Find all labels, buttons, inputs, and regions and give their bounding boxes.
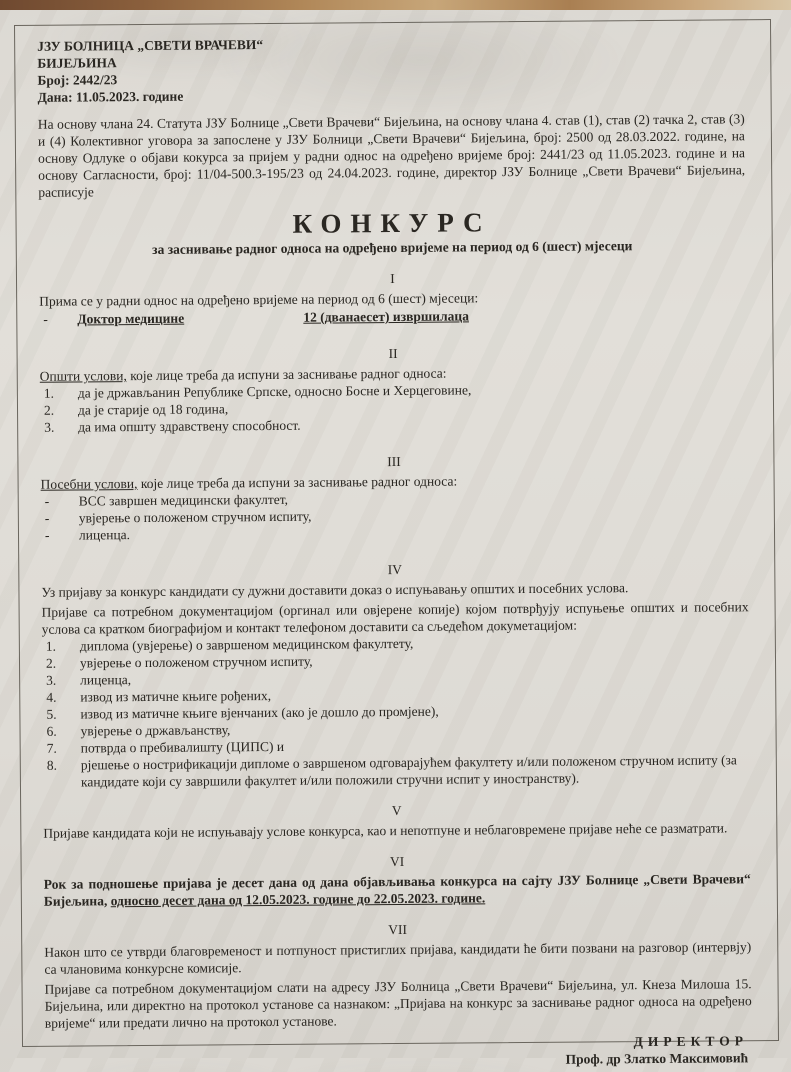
list-item-number: 4.: [46, 689, 57, 705]
list-item-text: извод из матичне књиге рођених,: [80, 687, 272, 705]
section-2-lead-rest: које лице треба да испуни за заснивање радног односа:: [126, 365, 447, 384]
list-item-number: 2.: [43, 402, 55, 418]
list-item-text: извод из матичне књиге вјенчаних (ако је дошло до промјене),: [80, 703, 439, 722]
section-3-lead-rest: које лице треба да испуни за заснивање радног односа:: [137, 473, 458, 492]
letterhead: [37, 32, 745, 106]
org-name: ЈЗУ БОЛНИЦА „СВЕТИ ВРАЧЕВИ“: [37, 37, 264, 54]
list-item: [43, 751, 750, 791]
section-7-paragraph-2: Пријаве са потребном документацијом слати на адресу ЈЗУ Болница „Свети Врачеви“ Бијељина, ул. Кнеза Милоша 15. Бијељина, или директно на протокол установе са назнаком: „Пријава на конкурс за заснивање радног односа на одређено вријеме“ или предати лично на протокол установе.: [44, 976, 752, 1031]
list-item-number: 7.: [46, 740, 57, 756]
doc-date: Дана: 11.05.2023. године: [37, 88, 184, 105]
list-item-number: 3.: [44, 419, 55, 435]
list-item-text: ВСС завршен медицински факултет,: [78, 491, 289, 509]
section-5-paragraph: Пријаве кандидата који не испуњавају услове конкурса, као и непотпуне и неблаговремене пријаве неће се разматрати.: [43, 820, 728, 841]
section-2-lead-underlined: Општи услови,: [39, 368, 127, 384]
list-item-text: лиценца,: [80, 672, 132, 688]
section-3-lead-underlined: Посебни услови,: [40, 476, 138, 492]
list-item-text: увјерење о држављанству,: [80, 722, 231, 739]
list-item-text: рјешење о нострификацији дипломе о завршеном одговарајућем факултету и/или положеном стручном испиту (за кандидате који су завршили факултет и/или положили стручни испит у иностранству).: [80, 752, 737, 790]
section-4-paragraph-1: Уз пријаву за конкурс кандидати су дужни доставити доказ о испуњавању општих и посебних услова.: [41, 580, 629, 600]
doc-subtitle: за заснивање радног односа на одређено вријеме на период од 6 (шест) мјесеци: [152, 238, 633, 257]
vacancy-count: 12 (дванаесет) извршилаца: [303, 308, 469, 325]
newspaper-edge-strip: [0, 0, 791, 10]
list-item-text: да је старије од 18 година,: [77, 401, 229, 418]
signature-name: Проф. др Златко Максимовић: [565, 1050, 749, 1067]
list-item-number: 5.: [46, 706, 57, 722]
bullet-marker: -: [44, 527, 50, 543]
section-6-paragraph: [44, 870, 751, 910]
signature-role: ДИРЕКТОР: [633, 1033, 749, 1050]
list-item-text: потврда о пребивалишту (ЦИПС) и: [80, 738, 285, 756]
list-item-number: 8.: [46, 757, 57, 773]
list-item-number: 1.: [43, 385, 55, 401]
section-6-numeral: VI: [389, 853, 405, 870]
list-item-number: 2.: [45, 655, 57, 671]
list-item-text: лиценца.: [78, 527, 131, 543]
document-frame: [14, 19, 779, 1067]
bullet-marker: -: [44, 493, 50, 509]
doc-title: КОНКУРС: [292, 207, 492, 239]
section-2-numeral: II: [388, 345, 398, 362]
vacancy-position: Доктор медицине: [77, 310, 185, 327]
list-item-number: 3.: [46, 672, 57, 688]
section-5-numeral: V: [391, 802, 402, 819]
list-item-number: 6.: [46, 723, 57, 739]
list-item-text: да је држављанин Републике Српске, односно Босне и Херцеговине,: [77, 382, 472, 401]
bullet-marker: -: [44, 510, 50, 526]
doc-number: Број: 2442/23: [37, 72, 118, 88]
org-city: БИЈЕЉИНА: [37, 55, 117, 71]
section-4-paragraph-2: Пријаве са потребном документацијом (оргинал или овјерене копије) којом потврђују испуњење општих и посебних услова са кратком биографијом и контакт телефоном доставити са сљедећом докуметацијом:: [41, 599, 749, 637]
list-item-text: увјерење о положеном стручном испиту,: [78, 508, 312, 526]
bullet-marker: -: [43, 311, 48, 327]
signature-block: [45, 1032, 752, 1072]
section-1-numeral: I: [390, 271, 395, 287]
list-item-text: диплома (увјерење) о завршеном медицинском факултету,: [79, 635, 414, 654]
intro-paragraph: На основу члана 24. Статута ЈЗУ Болнице „Свети Врачеви“ Бијељина, на основу члана 4. став (1), став (2) тачка 2, став (3) и (4) Колективног уговора за запослене у ЈЗУ Болници „Свети Врачеви“ Бијељина, број: 2500 од 28.03.2022. године, на основу Одлуке о објави кокурса за пријем у радни однос на одређено вријеме број: 2441/23 од 11.05.2023. године и на основу Сагласности, број: 11/04-500.3-195/23 од 24.04.2023. године, директор ЈЗУ Болнице „Свети Врачеви“ Бијељина, расписује: [37, 111, 746, 200]
deadline-text: Рок за подношење пријава је десет дана од дана објављивања конкурса на сајту ЈЗУ Болнице „Свети Врачеви“ Бијељина,: [43, 871, 751, 909]
section-7-paragraph-1: Након што се утврди благовременост и потпуност пристиглих пријава, кандидати ће бити позвани на разговор (интервју) са члановима конкурсне комисије.: [44, 939, 752, 977]
deadline-dates-underlined: односно десет дана од 12.05.2023. године до 22.05.2023. године.: [110, 890, 486, 909]
section-1-lead: Прима се у радни однос на одређено вријеме на период од 6 (шест) мјесеци:: [39, 290, 479, 309]
section-3-numeral: III: [387, 453, 401, 470]
section-7-numeral: VII: [388, 921, 408, 938]
list-item-text: да има општу здравствену способност.: [78, 417, 301, 435]
list-item-text: увјерење о положеном стручном испиту,: [79, 653, 313, 671]
section-4-numeral: IV: [387, 561, 402, 578]
list-item-number: 1.: [45, 638, 57, 654]
